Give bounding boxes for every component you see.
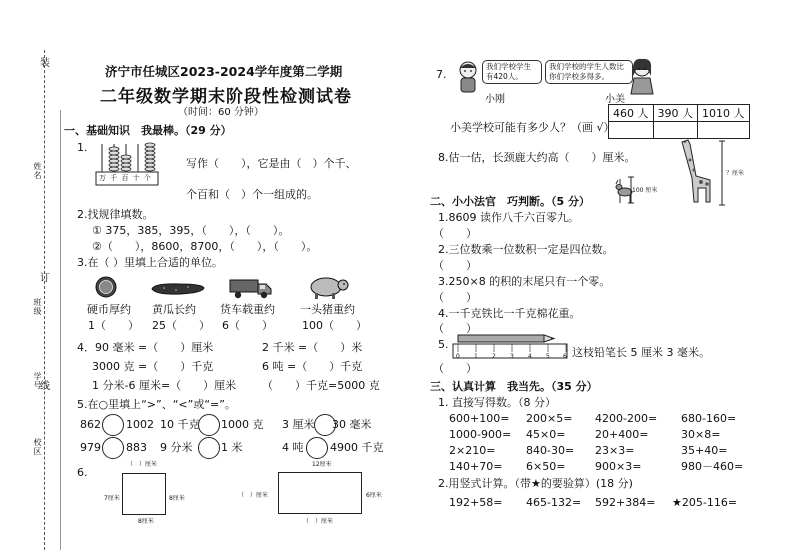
calc-item: 30×8=: [681, 428, 721, 441]
binding-line: [44, 50, 45, 550]
compare-right: 30 毫米: [332, 418, 372, 431]
pig-image: [306, 274, 350, 300]
vertical-calc-item: ★205-116=: [672, 496, 738, 509]
q3-item-label: 货车载重约: [220, 303, 275, 316]
judge-blank[interactable]: （ ）: [433, 259, 477, 272]
q4-row-2-left: 3000 克 =（ ）千克: [92, 360, 214, 373]
judge-item-3: 3.250×8 的积的末尾只有一个零。: [438, 275, 611, 288]
section-1-title: 一、基础知识 我最棒。（29 分）: [64, 124, 232, 137]
calc-item: 45×0=: [526, 428, 566, 441]
rectangle-shape: [278, 472, 362, 514]
q1-number: 1.: [77, 141, 88, 154]
abacus-place-labels: 万 千 百 十 个: [99, 174, 152, 182]
judge-item-5-text: 这枝铅笔长 5 厘米 3 毫米。: [572, 346, 710, 359]
q4-row-3-right: （ ）千克=5000 克: [262, 379, 380, 392]
compare-right: 1002: [126, 418, 154, 431]
ruler-tick-label: 1: [474, 353, 478, 360]
ruler-tick-label: 6: [563, 353, 567, 360]
sidebar-label-number: 学号: [33, 372, 42, 390]
compare-right: 1 米: [221, 441, 243, 454]
giraffe-image: [676, 136, 716, 206]
q3-title: 3.在（ ）里填上合适的单位。: [77, 256, 223, 269]
calc-item: 6×50=: [526, 460, 566, 473]
exam-title: 二年级数学期末阶段性检测试卷: [100, 87, 352, 107]
margin-mark: 装: [40, 58, 50, 69]
section-3-title: 三、认真计算 我当先。（35 分）: [430, 380, 598, 393]
compare-left: 979: [80, 441, 101, 454]
binding-line-2: [60, 110, 61, 550]
ruler-tick-label: 2: [492, 353, 496, 360]
truck-image: [228, 276, 274, 300]
q2-line-2: ②（ ），8600，8700，（ ），（ ）。: [92, 240, 318, 253]
ruler-tick-label: 3: [510, 353, 514, 360]
q1-line-1: 写作（ ），它是由（ ）个千、: [186, 157, 357, 170]
compare-right: 883: [126, 441, 147, 454]
calc-item: 23×3=: [595, 444, 635, 457]
compare-circle[interactable]: [102, 437, 124, 459]
check-cell[interactable]: [609, 122, 654, 139]
calc-item: 35+40=: [681, 444, 728, 457]
q3-item-blank[interactable]: 100（ ）: [302, 319, 367, 332]
compare-circle[interactable]: [102, 414, 124, 436]
q4-row-1-left: 4．90 毫米 =（ ）厘米: [77, 341, 214, 354]
judge-item-2: 2.三位数乘一位数积一定是四位数。: [438, 243, 614, 256]
q3-item-blank[interactable]: 6（ ）: [222, 319, 273, 332]
judge-blank[interactable]: （ ）: [433, 291, 477, 304]
vertical-calc-item: 192+58=: [449, 496, 503, 509]
calc-item: 4200-200=: [595, 412, 658, 425]
compare-circle[interactable]: [198, 414, 220, 436]
judge-blank[interactable]: （ ）: [433, 227, 477, 240]
calc2-title: 2.用竖式计算。（带★的要验算）(18 分): [438, 477, 633, 490]
q3-item-label: 一头猪重约: [300, 303, 355, 316]
deer-height-label: 100 厘米: [632, 187, 658, 194]
q7-number: 7.: [436, 68, 447, 81]
compare-circle[interactable]: [306, 437, 328, 459]
exam-time: （时间：60 分钟）: [178, 107, 264, 118]
square-shape: [122, 473, 166, 515]
q4-row-1-right: 2 千米 =（ ）米: [262, 341, 363, 354]
cucumber-image: [150, 281, 206, 297]
q4-row-2-right: 6 吨 =（ ）千克: [262, 360, 363, 373]
vertical-calc-item: 592+384=: [595, 496, 656, 509]
rect-top-label: 12厘米: [312, 461, 332, 468]
vertical-calc-item: 465-132=: [526, 496, 582, 509]
calc-item: 1000-900=: [449, 428, 512, 441]
sidebar-label-name: 姓名: [33, 162, 42, 180]
q3-item-blank[interactable]: 25（ ）: [152, 319, 210, 332]
giraffe-height-label: ？厘米: [726, 170, 745, 177]
name-xiaogang: 小刚: [485, 94, 505, 105]
speech-bubble-xiaogang: 我们学校学生有420人。: [482, 60, 542, 84]
calc-item: 600+100=: [449, 412, 510, 425]
calc-item: 200×5=: [526, 412, 573, 425]
compare-left: 9 分米: [160, 441, 193, 454]
speech-bubble-xiaomei: 我们学校的学生人数比你们学校多得多。: [545, 60, 633, 84]
calc-item: 980－460=: [681, 460, 744, 473]
compare-left: 3 厘米: [282, 418, 315, 431]
margin-mark: 订: [40, 273, 50, 284]
q4-row-3-left: 1 分米-6 厘米=（ ）厘米: [92, 379, 237, 392]
height-arrow-big: [718, 140, 726, 206]
name-xiaomei: 小美: [605, 94, 625, 105]
calc-item: 840-30=: [526, 444, 575, 457]
calc1-title: 1. 直接写得数。（8 分）: [438, 396, 556, 409]
calc-item: 2×210=: [449, 444, 496, 457]
option-cell[interactable]: 1010 人: [698, 105, 750, 122]
option-cell[interactable]: 390 人: [653, 105, 698, 122]
calc-item: 680-160=: [681, 412, 737, 425]
option-cell[interactable]: 460 人: [609, 105, 654, 122]
ruler-tick-label: 5: [546, 353, 550, 360]
q5-title: 5.在○里填上“>”、“<”或“=”。: [77, 398, 236, 411]
q1-line-2: 个百和（ ）个一组成的。: [186, 188, 318, 201]
square-right-label: 8厘米: [169, 495, 185, 502]
compare-right: 1000 克: [221, 418, 264, 431]
boy-xiaogang-image: [455, 60, 481, 96]
coin-image: [95, 276, 117, 298]
q7-question: 小美学校可能有多少人？（画 √）: [450, 121, 615, 134]
compare-left: 4 吨: [282, 441, 304, 454]
calc-item: 900×3=: [595, 460, 642, 473]
rect-bottom-label: （ ）厘米: [303, 518, 334, 525]
judge-item-5: 5.: [438, 338, 449, 351]
square-left-label: 7厘米: [104, 495, 120, 502]
sidebar-label-class: 班级: [33, 298, 42, 316]
section-2-title: 二、小小法官 巧判断。（5 分）: [430, 195, 590, 208]
compare-circle[interactable]: [198, 437, 220, 459]
square-bottom-label: 8厘米: [138, 518, 154, 525]
rect-right-label: 6厘米: [366, 492, 382, 499]
square-top-label: （ ）厘米: [127, 461, 158, 468]
q2-line-1: ① 375，385，395，（ ），（ ）。: [92, 224, 290, 237]
margin-mark: 线: [40, 381, 50, 392]
judge-item-4: 4.一千克铁比一千克棉花重。: [438, 307, 581, 320]
ruler-tick-label: 0: [456, 353, 460, 360]
sidebar-label-campus: 校区: [33, 438, 42, 456]
compare-left: 862: [80, 418, 101, 431]
rect-left-label: （ ）厘米: [238, 492, 269, 499]
judge-blank[interactable]: （ ）: [433, 362, 477, 375]
q3-item-label: 黄瓜长约: [152, 303, 196, 316]
school-title: 济宁市任城区2023-2024学年度第二学期: [105, 64, 343, 79]
calc-item: 20+400=: [595, 428, 649, 441]
q8-text: 8.估一估，长颈鹿大约高（ ）厘米。: [438, 151, 636, 164]
compare-left: 10 千克: [160, 418, 200, 431]
compare-right: 4900 千克: [330, 441, 384, 454]
ruler-tick-label: 4: [528, 353, 532, 360]
calc-item: 140+70=: [449, 460, 503, 473]
q6-number: 6.: [77, 466, 88, 479]
q3-item-blank[interactable]: 1（ ）: [88, 319, 139, 332]
judge-item-1: 1.8609 读作八千六百零九。: [438, 211, 579, 224]
q2-title: 2.找规律填数。: [77, 208, 154, 221]
girl-xiaomei-image: [628, 58, 656, 96]
q3-item-label: 硬币厚约: [87, 303, 131, 316]
judge-blank[interactable]: （ ）: [433, 322, 477, 335]
population-options-table: [608, 104, 750, 139]
